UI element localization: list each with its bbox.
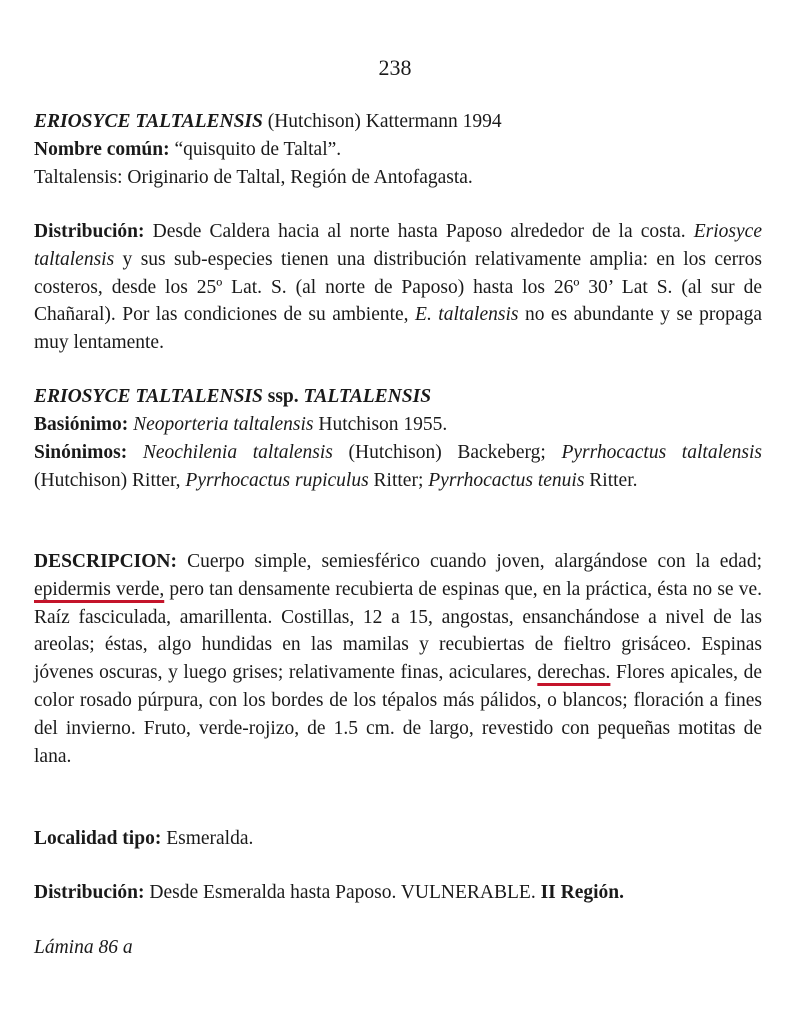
synonym-3-name: Pyrrhocactus rupiculus xyxy=(185,469,369,491)
description-underlined-1: epidermis verde, xyxy=(34,578,165,600)
description-underlined-2: derechas. xyxy=(537,662,611,684)
distribution-final-line xyxy=(34,879,762,907)
subspecies-title xyxy=(34,383,762,411)
synonym-1-authority: (Hutchison) Backeberg; xyxy=(332,442,562,463)
distribution-italic-2: E. taltalensis xyxy=(415,304,519,326)
plate-reference xyxy=(34,934,762,962)
distribution-text-2: y sus sub-especies tienen una distribución relativamente amplia: en los cerros costeros, desde los 25º Lat. S. (al norte de Paposo) hasta los 26º 30’ Lat S. (al sur de Chañaral). Por las condiciones de su ambiente, xyxy=(34,248,762,326)
basionym-italic: Neoporteria taltalensis xyxy=(128,413,314,435)
subspecies-genus-species: ERIOSYCE TALTALENSIS xyxy=(34,386,263,407)
page-number: 238 xyxy=(378,55,412,80)
type-locality-label: Localidad tipo: xyxy=(34,828,162,849)
synonym-4-authority: Ritter. xyxy=(584,469,638,491)
subspecies-ssp-label: ssp. xyxy=(262,386,304,407)
synonym-4-name: Pyrrhocactus tenuis xyxy=(428,469,585,491)
basionym-label: Basiónimo: xyxy=(34,413,129,435)
description-paragraph xyxy=(34,548,762,770)
species-title-line xyxy=(34,108,762,136)
description-text-2: pero tan densamente recubierta de espinas que, en la práctica, ésta no se ve. Raíz fasciculada, amarillenta. Costillas, 12 a 15, angostas, ensanchándose a nivel de las areolas; éstas, algo hundidas en las mamilas y recubiertas de fieltro grisáceo. Espinas jóvenes oscuras, y luego grises; relativamente finas, aciculares, xyxy=(34,578,762,684)
species-name: ERIOSYCE TALTALENSIS xyxy=(34,111,263,132)
common-name-value: “quisquito de Taltal”. xyxy=(169,138,342,160)
type-locality-value: Esmeralda. xyxy=(161,828,254,849)
synonym-2-authority: (Hutchison) Ritter, xyxy=(34,469,186,491)
type-locality-line xyxy=(34,825,762,853)
description-text-3: Flores apicales, de color rosado púrpura, con los bordes de los tépalos más pálidos, o blancos; floración a fines del invierno. Fruto, verde-rojizo, de 1.5 cm. de largo, revestido con pequeñas motitas de lana. xyxy=(34,662,762,767)
distribution-final-label: Distribución: xyxy=(34,882,145,903)
distribution-paragraph xyxy=(34,218,762,357)
synonym-1-name: Neochilenia taltalensis xyxy=(127,442,333,463)
species-header xyxy=(34,108,762,191)
common-name-label: Nombre común: xyxy=(34,138,170,160)
distribution-final-region: II Región. xyxy=(540,882,625,903)
synonym-2-name: Pyrrhocactus taltalensis xyxy=(561,442,762,463)
synonym-3-authority: Ritter; xyxy=(368,469,429,491)
subspecies-name: TALTALENSIS xyxy=(303,386,432,407)
basionym-line xyxy=(34,411,762,439)
basionym-rest: Hutchison 1955. xyxy=(313,413,448,435)
synonyms-label: Sinónimos: xyxy=(34,442,128,463)
distribution-final-value: Desde Esmeralda hasta Paposo. VULNERABLE. xyxy=(144,882,541,903)
synonyms-paragraph xyxy=(34,439,762,495)
description-text-1: Cuerpo simple, semiesférico cuando joven, alargándose con la edad; xyxy=(177,551,762,572)
description-label: DESCRIPCION: xyxy=(34,551,178,572)
distribution-text-1: Desde Caldera hacia al norte hasta Paposo alrededor de la costa. xyxy=(144,221,694,242)
distribution-text-3: no es abundante y se propaga muy lentamente. xyxy=(34,304,762,354)
subspecies-title-block xyxy=(34,383,762,439)
plate-reference-text: Lámina 86 a xyxy=(34,937,133,958)
etymology-line: Taltalensis: Originario de Taltal, Región de Antofagasta. xyxy=(34,166,473,188)
distribution-label: Distribución: xyxy=(34,221,145,242)
common-name-line xyxy=(34,136,762,164)
distribution-italic-1: Eriosyce taltalensis xyxy=(34,221,762,270)
species-authority: (Hutchison) Kattermann 1994 xyxy=(262,111,502,132)
